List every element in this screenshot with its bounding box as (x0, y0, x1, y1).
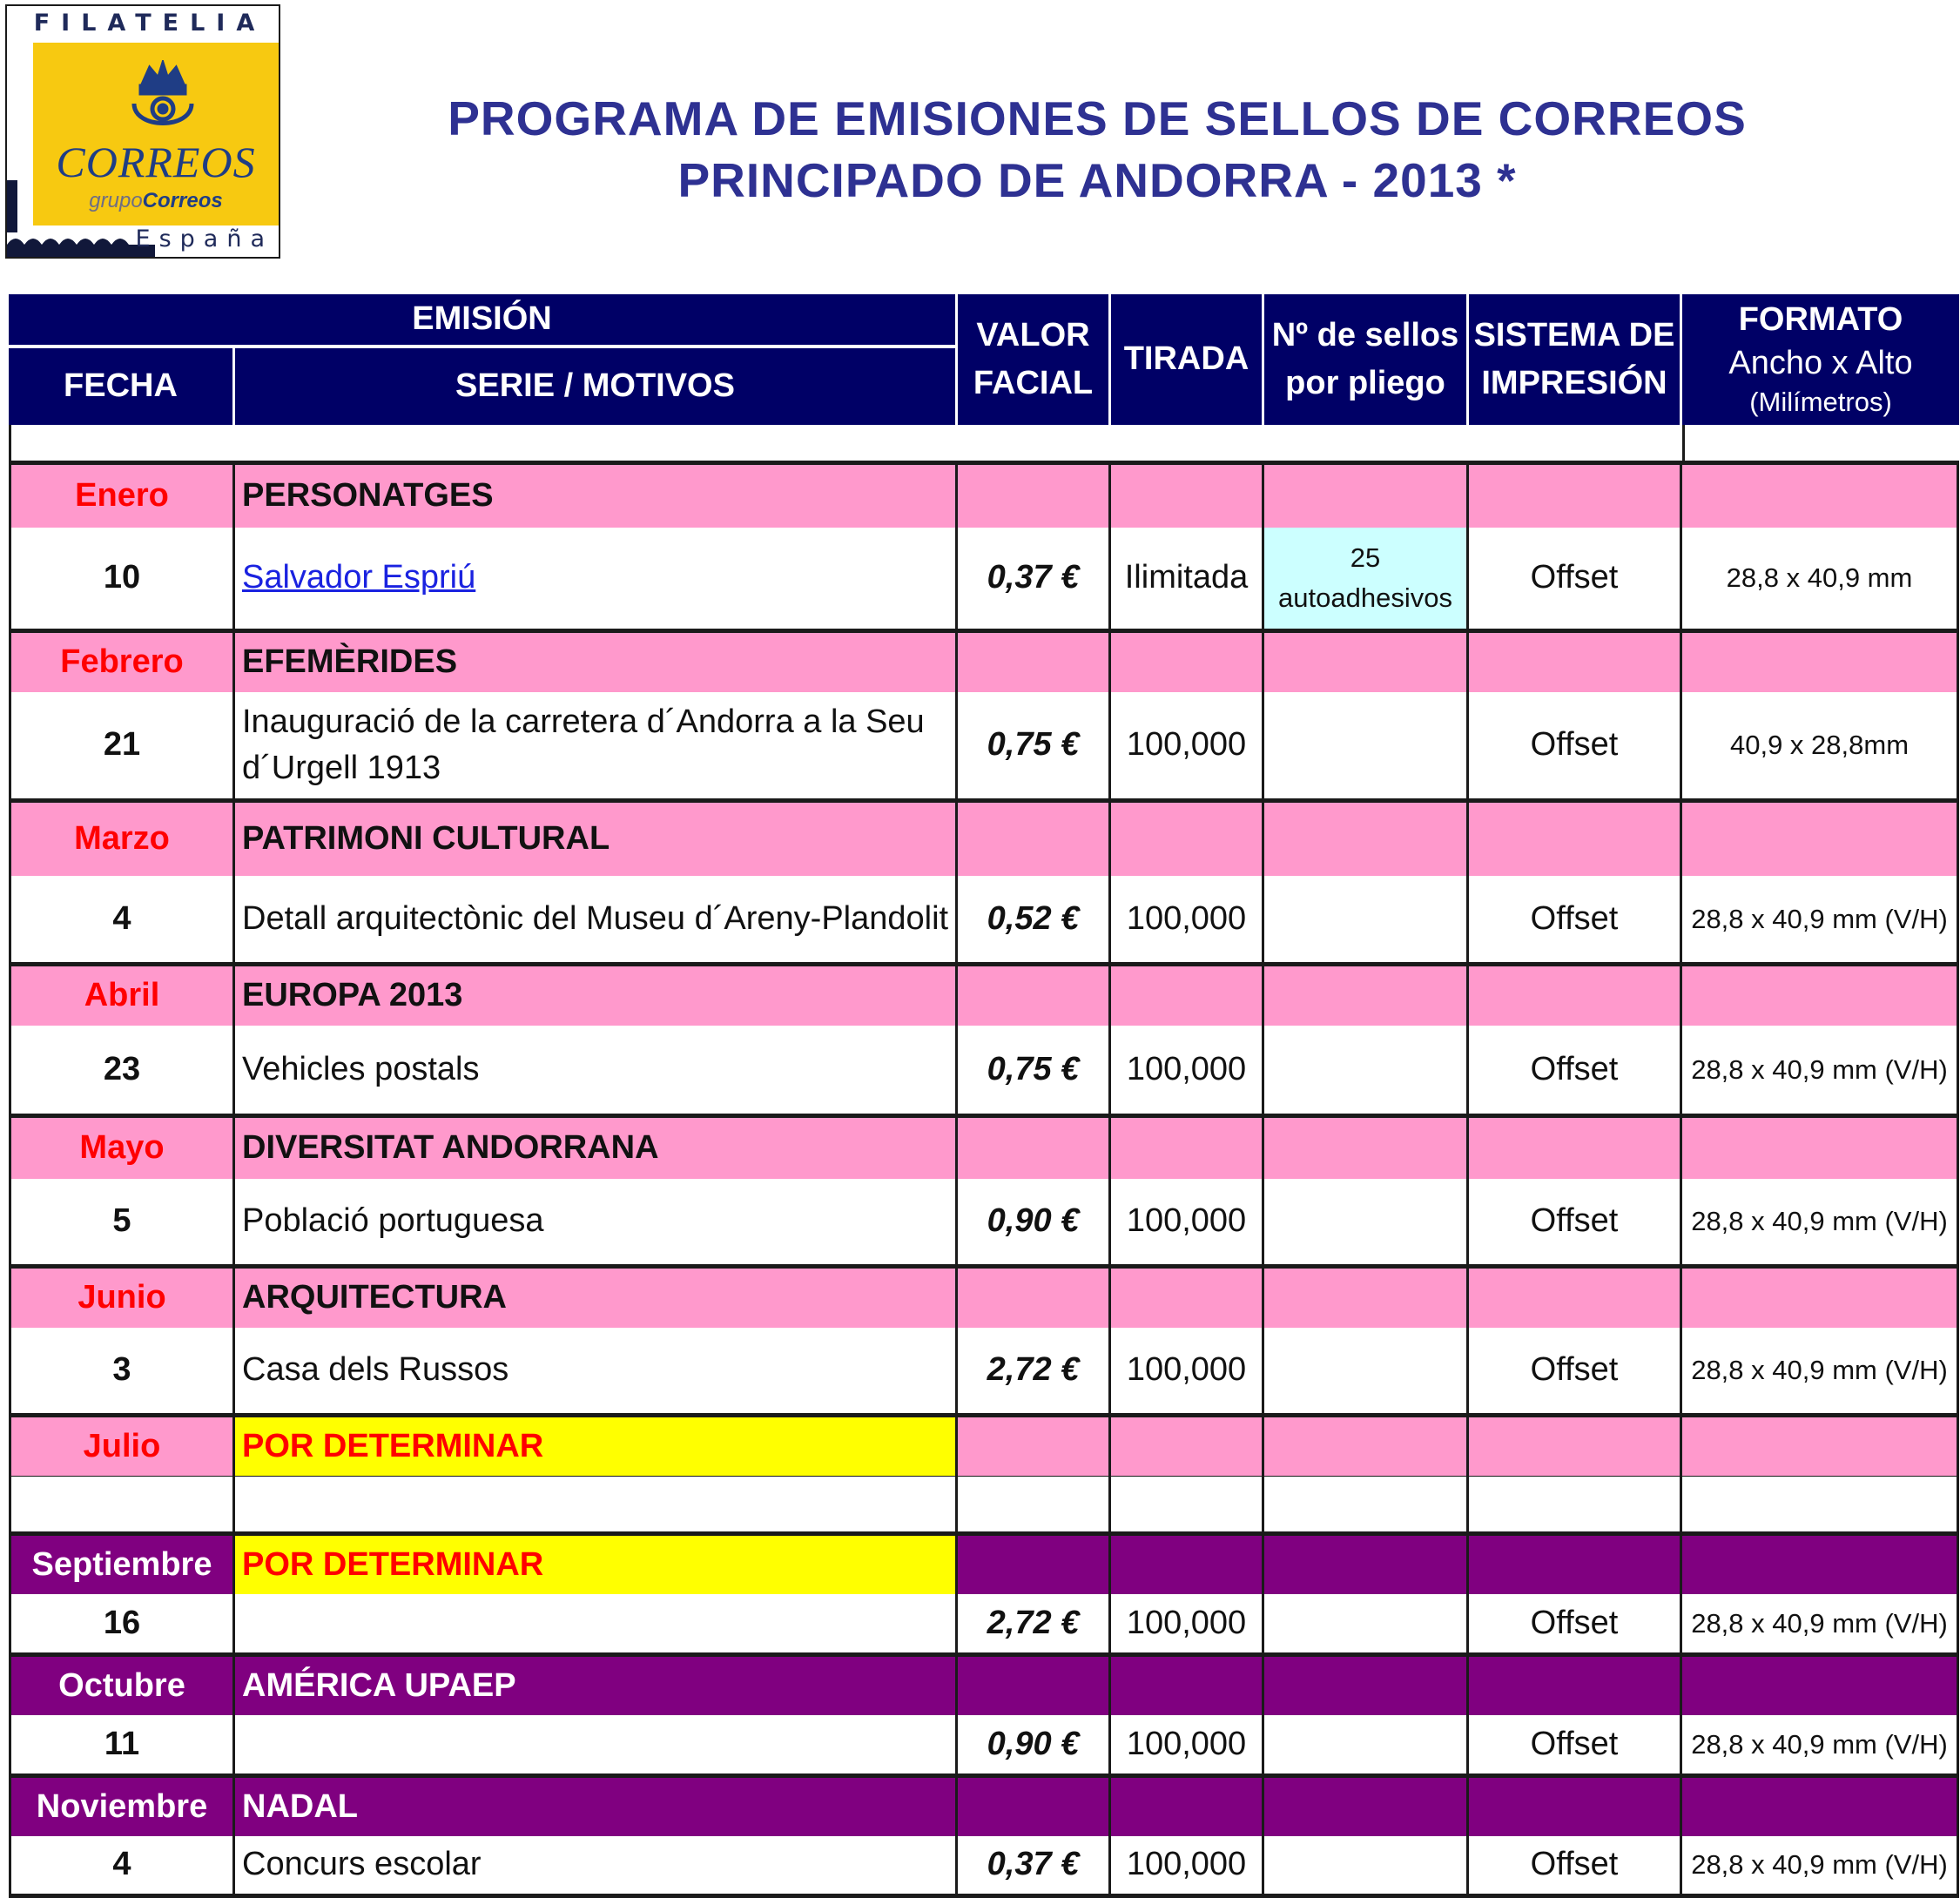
formato-value: 28,8 x 40,9 mm (V/H) (1682, 1179, 1959, 1264)
motif-value: Casa dels Russos (235, 1328, 958, 1413)
emission-category-row (9, 1778, 1959, 1836)
correos-filatelia-logo (5, 4, 280, 259)
header-emision: EMISIÓN (9, 294, 958, 348)
emission-category-row (9, 1536, 1959, 1594)
emission-category-row (9, 1118, 1959, 1179)
emission-detail-row (9, 1328, 1959, 1417)
tirada-value: 100,000 (1111, 1328, 1264, 1413)
series-label: ARQUITECTURA (235, 1269, 958, 1328)
formato-value: 28,8 x 40,9 mm (V/H) (1682, 1836, 1959, 1894)
page-title-line-2: PRINCIPADO DE ANDORRA - 2013 * (677, 153, 1517, 207)
emission-detail-row (9, 528, 1959, 633)
formato-value: 40,9 x 28,8mm (1682, 692, 1959, 798)
header-valor-facial: VALOR FACIAL (958, 294, 1111, 425)
series-label: PERSONATGES (235, 465, 958, 528)
header-sistema-impresion: SISTEMA DE IMPRESIÓN (1469, 294, 1682, 425)
month-label: Octubre (9, 1657, 235, 1715)
series-label: NADAL (235, 1778, 958, 1836)
series-label: EFEMÈRIDES (235, 633, 958, 692)
header-fecha: FECHA (9, 348, 235, 425)
motif-value: Inauguració de la carretera d´Andorra a la Seu d´Urgell 1913 (235, 692, 958, 798)
motif-value: Població portuguesa (235, 1179, 958, 1264)
motif-value: Vehicles postals (235, 1026, 958, 1114)
valor-facial-value: 0,90 € (958, 1715, 1111, 1773)
page-title-line-1: PROGRAMA DE EMISIONES DE SELLOS DE CORREOS (448, 91, 1747, 145)
logo-grupo-correos: grupoCorreos (89, 189, 223, 212)
motif-value (235, 528, 958, 629)
sistema-value: Offset (1469, 528, 1682, 629)
tirada-value: 100,000 (1111, 1179, 1264, 1264)
day-value: 10 (9, 528, 235, 629)
formato-value: 28,8 x 40,9 mm (V/H) (1682, 1328, 1959, 1413)
sistema-value: Offset (1469, 692, 1682, 798)
formato-value: 28,8 x 40,9 mm (V/H) (1682, 876, 1959, 962)
logo-filatelia-text: FILATELIA (33, 10, 266, 37)
month-label: Julio (9, 1417, 235, 1476)
month-label: Marzo (9, 803, 235, 876)
header-serie: SERIE / MOTIVOS (235, 348, 958, 425)
day-value: 5 (9, 1179, 235, 1264)
series-label: PATRIMONI CULTURAL (235, 803, 958, 876)
emission-detail-row (9, 692, 1959, 803)
month-label: Septiembre (9, 1536, 235, 1594)
formato-value: 28,8 x 40,9 mm (1682, 528, 1959, 629)
post-horn-crown-icon (124, 60, 202, 138)
month-label: Noviembre (9, 1778, 235, 1836)
emission-category-row (9, 1269, 1959, 1328)
emissions-table (9, 294, 1959, 1898)
emission-detail-row (9, 876, 1959, 966)
month-label: Febrero (9, 633, 235, 692)
valor-facial-value: 0,52 € (958, 876, 1111, 962)
motif-value: Concurs escolar (235, 1836, 958, 1894)
tirada-value: Ilimitada (1111, 528, 1264, 629)
month-label: Junio (9, 1269, 235, 1328)
day-value: 4 (9, 1836, 235, 1894)
sellos-por-pliego-value: 25 autoadhesivos (1264, 528, 1469, 629)
header-formato: FORMATO Ancho x Alto (Milímetros) (1728, 301, 1913, 418)
sistema-value: Offset (1469, 1179, 1682, 1264)
valor-facial-value: 0,75 € (958, 1026, 1111, 1114)
day-value: 23 (9, 1026, 235, 1114)
day-value: 3 (9, 1328, 235, 1413)
emission-category-row (9, 803, 1959, 876)
series-label: POR DETERMINAR (235, 1417, 958, 1476)
emission-detail-row (9, 1715, 1959, 1778)
sistema-value: Offset (1469, 1328, 1682, 1413)
sistema-value: Offset (1469, 1715, 1682, 1773)
emission-category-row (9, 465, 1959, 528)
sistema-value: Offset (1469, 876, 1682, 962)
month-label: Enero (9, 465, 235, 528)
month-label: Abril (9, 966, 235, 1026)
logo-yellow-panel (33, 43, 279, 225)
emission-category-row (9, 1417, 1959, 1477)
header-tirada: TIRADA (1111, 294, 1264, 425)
day-value: 16 (9, 1594, 235, 1652)
table-header (9, 294, 1959, 425)
day-value: 21 (9, 692, 235, 798)
valor-facial-value: 0,75 € (958, 692, 1111, 798)
valor-facial-value: 2,72 € (958, 1594, 1111, 1652)
emission-category-row (9, 1657, 1959, 1715)
tirada-value: 100,000 (1111, 1594, 1264, 1652)
emission-detail-row (9, 1179, 1959, 1269)
tirada-value: 100,000 (1111, 876, 1264, 962)
month-label: Mayo (9, 1118, 235, 1179)
emission-detail-row (9, 1594, 1959, 1657)
tirada-value: 100,000 (1111, 1836, 1264, 1894)
tirada-value: 100,000 (1111, 692, 1264, 798)
sistema-value: Offset (1469, 1836, 1682, 1894)
day-value: 11 (9, 1715, 235, 1773)
emission-category-row (9, 633, 1959, 692)
tirada-value: 100,000 (1111, 1026, 1264, 1114)
motif-link[interactable]: Salvador Espriú (242, 559, 476, 596)
logo-correos-wordmark: CORREOS (56, 138, 256, 186)
series-label: DIVERSITAT ANDORRANA (235, 1118, 958, 1179)
series-label: POR DETERMINAR (235, 1536, 958, 1594)
header-sellos-por-pliego: Nº de sellos por pliego (1264, 294, 1469, 425)
motif-value: Detall arquitectònic del Museu d´Areny-Plandolit (235, 876, 958, 962)
series-label: EUROPA 2013 (235, 966, 958, 1026)
logo-espana-text: España (135, 225, 273, 252)
emission-detail-row (9, 1836, 1959, 1898)
formato-value: 28,8 x 40,9 mm (V/H) (1682, 1715, 1959, 1773)
valor-facial-value: 0,90 € (958, 1179, 1111, 1264)
tirada-value: 100,000 (1111, 1715, 1264, 1773)
emission-detail-row (9, 1477, 1959, 1536)
emission-detail-row (9, 1026, 1959, 1118)
emission-category-row (9, 966, 1959, 1026)
series-label: AMÉRICA UPAEP (235, 1657, 958, 1715)
formato-value: 28,8 x 40,9 mm (V/H) (1682, 1594, 1959, 1652)
valor-facial-value: 2,72 € (958, 1328, 1111, 1413)
valor-facial-value: 0,37 € (958, 528, 1111, 629)
logo-perforation-decoration (7, 219, 155, 259)
spacer-row (9, 425, 1959, 465)
formato-value: 28,8 x 40,9 mm (V/H) (1682, 1026, 1959, 1114)
valor-facial-value: 0,37 € (958, 1836, 1111, 1894)
day-value: 4 (9, 876, 235, 962)
sistema-value: Offset (1469, 1026, 1682, 1114)
sistema-value: Offset (1469, 1594, 1682, 1652)
